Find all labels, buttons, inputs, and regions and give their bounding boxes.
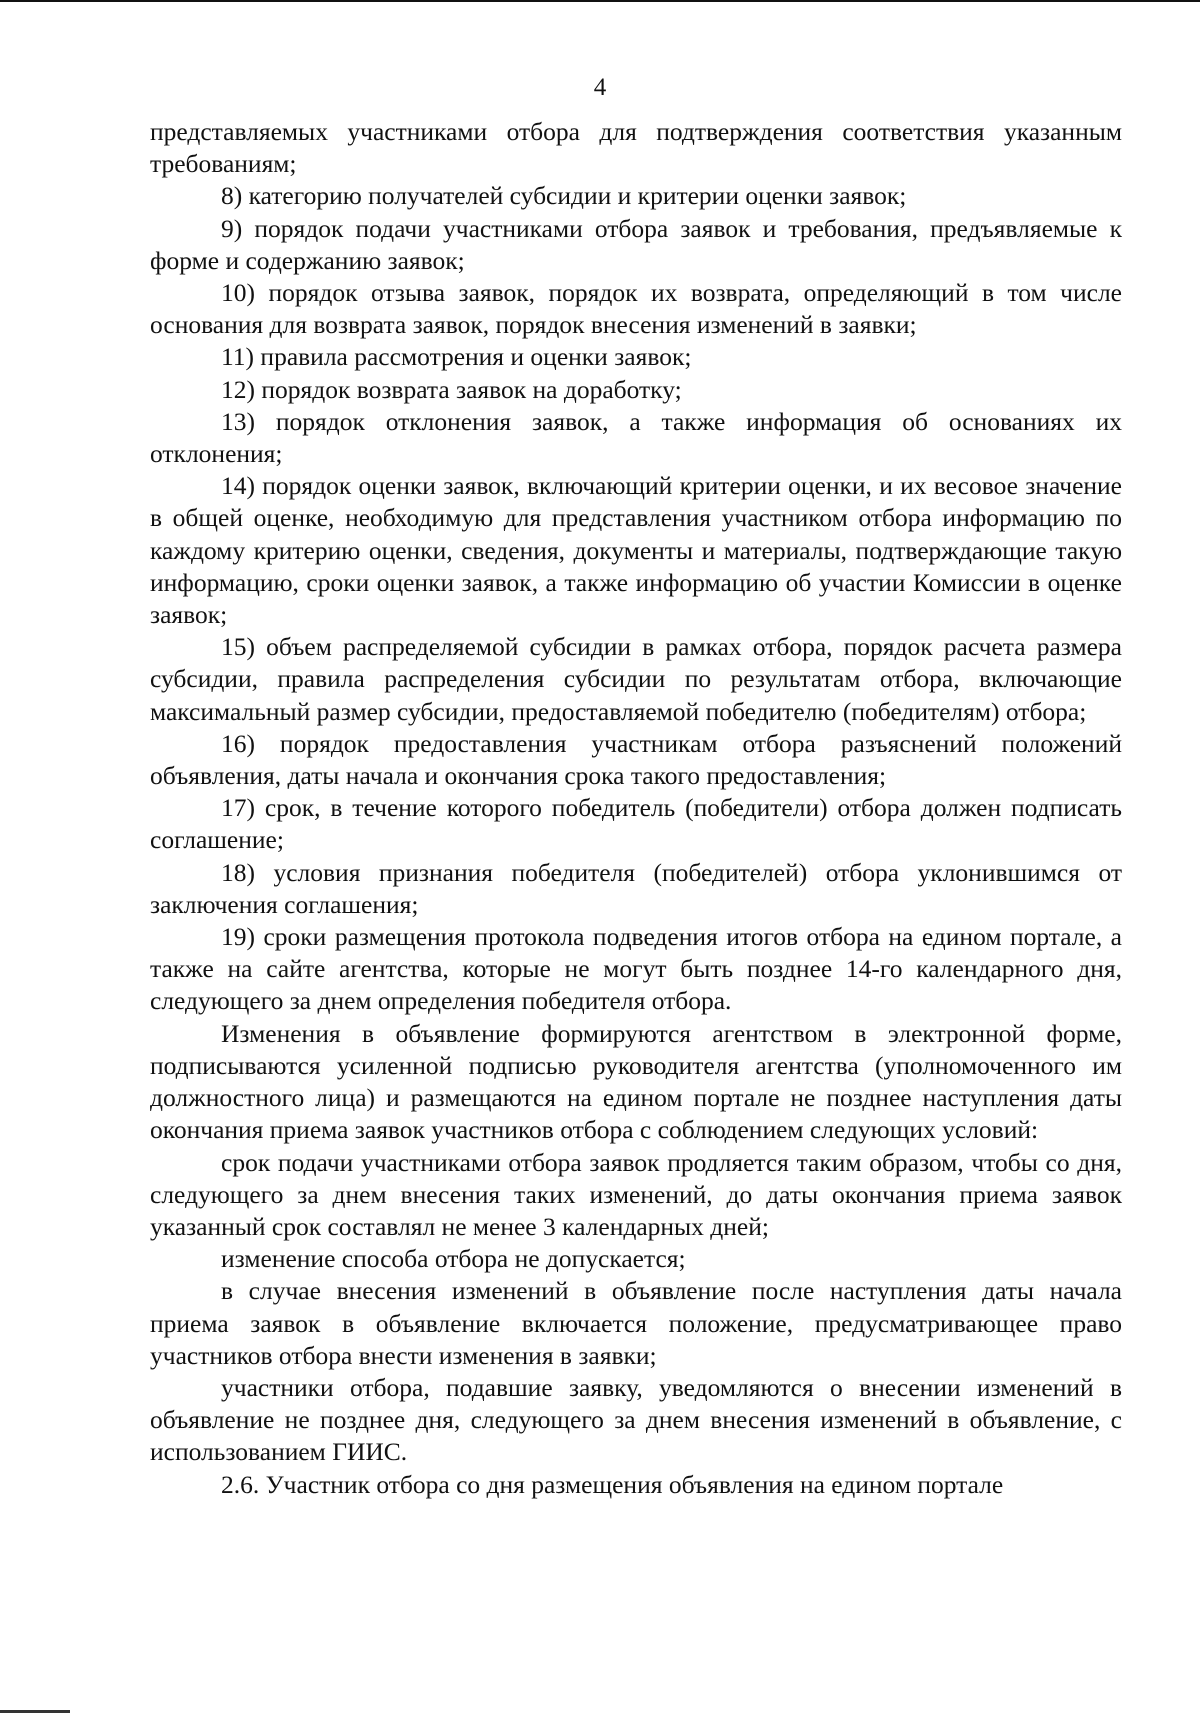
paragraph: 13) порядок отклонения заявок, а также информация об основаниях их отклонения; — [150, 406, 1122, 469]
paragraph: 10) порядок отзыва заявок, порядок их возврата, определяющий в том числе основания для возврата заявок, порядок внесения изменений в заявки; — [150, 278, 1122, 340]
paragraph: представляемых участниками отбора для подтверждения соответствия указанным требованиям; — [150, 117, 1122, 179]
paragraph: 17) срок, в течение которого победитель (победители) отбора должен подписать соглашение; — [150, 793, 1122, 855]
paragraph: срок подачи участниками отбора заявок продляется таким образом, чтобы со дня, следующего за днем внесения таких изменений, до даты окончания приема заявок указанный срок составлял не менее 3 календарных дней; — [150, 1147, 1122, 1241]
page-number: 4 — [593, 74, 607, 101]
paragraph: участники отбора, подавшие заявку, уведомляются о внесении изменений в объявление не позднее дня, следующего за днем внесения изменений в объявление, с использованием ГИИС. — [150, 1372, 1122, 1467]
paragraph: 2.6. Участник отбора со дня размещения объявления на едином портале — [221, 1469, 1004, 1499]
paragraph: Изменения в объявление формируются агентством в электронной форме, подписываются усиленной подписью руководителя агентства (уполномоченного им должностного лица) и размещаются на едином портале не позднее наступления даты окончания приема заявок участников отбора с соблюдением следующих условий: — [150, 1018, 1122, 1145]
scan-edge-mark — [0, 1710, 70, 1713]
paragraph: 19) сроки размещения протокола подведения итогов отбора на едином портале, а также на сайте агентства, которые не могут быть позднее 14-го календарного дня, следующего за днем определения победителя отбора. — [150, 922, 1122, 1016]
paragraph: изменение способа отбора не допускается; — [221, 1244, 686, 1274]
paragraph: 8) категорию получателей субсидии и критерии оценки заявок; — [221, 181, 907, 211]
document-body — [150, 116, 1122, 1501]
paragraph: 14) порядок оценки заявок, включающий критерии оценки, и их весовое значение в общей оценке, необходимую для представления участником отбора информацию по каждому критерию оценки, сведения, документы и материалы, подтверждающие такую информацию, сроки оценки заявок, а также информацию об участии Комиссии в оценке заявок; — [150, 471, 1122, 630]
paragraph: 11) правила рассмотрения и оценки заявок; — [221, 342, 692, 372]
paragraph: 18) условия признания победителя (победителей) отбора уклонившимся от заключения соглашения; — [150, 857, 1122, 919]
paragraph: 16) порядок предоставления участникам отбора разъяснений положений объявления, даты начала и окончания срока такого предоставления; — [150, 728, 1122, 791]
paragraph: в случае внесения изменений в объявление после наступления даты начала приема заявок в объявление включается положение, предусматривающее право участников отбора внести изменения в заявки; — [150, 1276, 1122, 1370]
paragraph: 9) порядок подачи участниками отбора заявок и требования, предъявляемые к форме и содержанию заявок; — [150, 213, 1122, 275]
paragraph: 12) порядок возврата заявок на доработку; — [221, 374, 682, 404]
paragraph: 15) объем распределяемой субсидии в рамках отбора, порядок расчета размера субсидии, правила распределения субсидии по результатам отбора, включающие максимальный размер субсидии, предоставляемой победителю (победителям) отбора; — [150, 632, 1122, 726]
